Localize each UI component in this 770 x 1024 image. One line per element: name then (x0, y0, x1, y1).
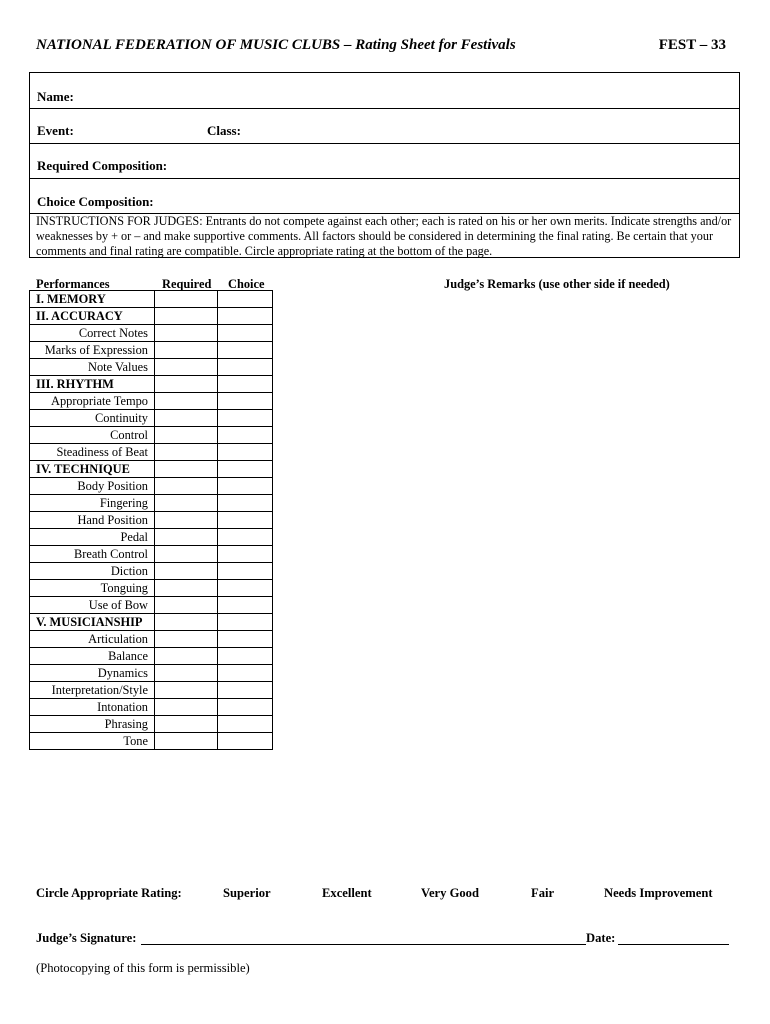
criterion-label: Continuity (30, 410, 155, 427)
required-mark-cell[interactable] (155, 495, 218, 512)
name-row[interactable] (30, 73, 739, 109)
event-row[interactable] (30, 108, 739, 144)
required-mark-cell[interactable] (155, 359, 218, 376)
table-row (30, 444, 273, 461)
rating-label: Circle Appropriate Rating: (36, 886, 182, 900)
required-mark-cell[interactable] (155, 631, 218, 648)
table-row (30, 325, 273, 342)
required-mark-cell[interactable] (155, 512, 218, 529)
signature-label: Judge’s Signature: (36, 931, 137, 945)
choice-mark-cell[interactable] (218, 495, 273, 512)
criterion-label: Balance (30, 648, 155, 665)
choice-mark-cell[interactable] (218, 733, 273, 750)
required-mark-cell[interactable] (155, 291, 218, 308)
required-mark-cell[interactable] (155, 308, 218, 325)
table-row (30, 308, 273, 325)
table-row (30, 359, 273, 376)
required-mark-cell[interactable] (155, 427, 218, 444)
required-mark-cell[interactable] (155, 529, 218, 546)
choice-mark-cell[interactable] (218, 580, 273, 597)
table-row (30, 597, 273, 614)
rating-option-needs-improvement[interactable]: Needs Improvement (604, 886, 713, 900)
table-row (30, 461, 273, 478)
required-mark-cell[interactable] (155, 597, 218, 614)
required-mark-cell[interactable] (155, 376, 218, 393)
criterion-label: Articulation (30, 631, 155, 648)
criterion-label: Breath Control (30, 546, 155, 563)
table-row (30, 410, 273, 427)
table-row (30, 614, 273, 631)
table-row (30, 512, 273, 529)
required-mark-cell[interactable] (155, 444, 218, 461)
criterion-label: Tone (30, 733, 155, 750)
required-mark-cell[interactable] (155, 716, 218, 733)
required-mark-cell[interactable] (155, 699, 218, 716)
choice-mark-cell[interactable] (218, 393, 273, 410)
criterion-label: Note Values (30, 359, 155, 376)
criterion-label: Use of Bow (30, 597, 155, 614)
table-row (30, 546, 273, 563)
choice-mark-cell[interactable] (218, 648, 273, 665)
table-row (30, 427, 273, 444)
choice-mark-cell[interactable] (218, 478, 273, 495)
criterion-label: Marks of Expression (30, 342, 155, 359)
table-row (30, 529, 273, 546)
judge-instructions: INSTRUCTIONS FOR JUDGES: Entrants do not compete against each other; each is rated on his or her own merits. Indicate strengths and/or weaknesses by + or – and make supportive comments. All factors should be considered in determining the final rating. Be certain that your comments and final rating are compatible. Circle appropriate rating at the bottom of the page. (36, 214, 732, 258)
rating-option-fair[interactable]: Fair (531, 886, 555, 900)
table-row (30, 716, 273, 733)
table-row (30, 665, 273, 682)
section-heading: II. ACCURACY (30, 308, 155, 325)
table-row (30, 699, 273, 716)
required-header: Required (162, 277, 212, 291)
photocopy-note: (Photocopying of this form is permissible) (36, 961, 250, 975)
criterion-label: Tonguing (30, 580, 155, 597)
choice-mark-cell[interactable] (218, 563, 273, 580)
required-mark-cell[interactable] (155, 325, 218, 342)
entrant-info-box (29, 72, 740, 258)
table-row (30, 733, 273, 750)
performance-table (29, 290, 273, 750)
choice-mark-cell[interactable] (218, 512, 273, 529)
choice-mark-cell[interactable] (218, 359, 273, 376)
criterion-label: Fingering (30, 495, 155, 512)
rating-option-excellent[interactable]: Excellent (322, 886, 372, 900)
required-mark-cell[interactable] (155, 665, 218, 682)
required-composition-label: Required Composition: (37, 158, 168, 173)
choice-mark-cell[interactable] (218, 291, 273, 308)
choice-mark-cell[interactable] (218, 597, 273, 614)
form-title: NATIONAL FEDERATION OF MUSIC CLUBS – Rating Sheet for Festivals (36, 37, 516, 53)
choice-mark-cell[interactable] (218, 699, 273, 716)
table-row (30, 648, 273, 665)
rating-option-very-good[interactable]: Very Good (421, 886, 479, 900)
class-label: Class: (207, 123, 241, 138)
table-row (30, 376, 273, 393)
choice-composition-label: Choice Composition: (37, 194, 154, 209)
section-heading: V. MUSICIANSHIP (30, 614, 155, 631)
table-row (30, 495, 273, 512)
required-composition-row[interactable] (30, 143, 739, 179)
required-mark-cell[interactable] (155, 648, 218, 665)
remarks-header: Judge’s Remarks (use other side if needed) (444, 277, 670, 291)
rating-option-superior[interactable]: Superior (223, 886, 271, 900)
signature-line[interactable] (141, 944, 586, 945)
choice-header: Choice (228, 277, 265, 291)
choice-mark-cell[interactable] (218, 716, 273, 733)
required-mark-cell[interactable] (155, 563, 218, 580)
required-mark-cell[interactable] (155, 342, 218, 359)
required-mark-cell[interactable] (155, 478, 218, 495)
date-label: Date: (586, 931, 616, 945)
table-row (30, 631, 273, 648)
table-row (30, 563, 273, 580)
criterion-label: Steadiness of Beat (30, 444, 155, 461)
section-heading: I. MEMORY (30, 291, 155, 308)
required-mark-cell[interactable] (155, 580, 218, 597)
required-mark-cell[interactable] (155, 410, 218, 427)
table-row (30, 291, 273, 308)
section-heading: IV. TECHNIQUE (30, 461, 155, 478)
form-code: FEST – 33 (658, 37, 726, 53)
required-mark-cell[interactable] (155, 393, 218, 410)
criterion-label: Diction (30, 563, 155, 580)
table-row (30, 580, 273, 597)
choice-mark-cell[interactable] (218, 444, 273, 461)
criterion-label: Hand Position (30, 512, 155, 529)
choice-mark-cell[interactable] (218, 614, 273, 631)
criterion-label: Interpretation/Style (30, 682, 155, 699)
required-mark-cell[interactable] (155, 733, 218, 750)
required-mark-cell[interactable] (155, 614, 218, 631)
table-row (30, 342, 273, 359)
choice-mark-cell[interactable] (218, 410, 273, 427)
criterion-label: Correct Notes (30, 325, 155, 342)
choice-composition-row[interactable] (30, 178, 739, 214)
required-mark-cell[interactable] (155, 461, 218, 478)
choice-mark-cell[interactable] (218, 342, 273, 359)
choice-mark-cell[interactable] (218, 665, 273, 682)
choice-mark-cell[interactable] (218, 427, 273, 444)
choice-mark-cell[interactable] (218, 325, 273, 342)
criterion-label: Body Position (30, 478, 155, 495)
choice-mark-cell[interactable] (218, 376, 273, 393)
choice-mark-cell[interactable] (218, 461, 273, 478)
choice-mark-cell[interactable] (218, 546, 273, 563)
criterion-label: Phrasing (30, 716, 155, 733)
choice-mark-cell[interactable] (218, 529, 273, 546)
table-row (30, 682, 273, 699)
choice-mark-cell[interactable] (218, 631, 273, 648)
table-row (30, 393, 273, 410)
required-mark-cell[interactable] (155, 546, 218, 563)
choice-mark-cell[interactable] (218, 682, 273, 699)
event-label: Event: (37, 123, 74, 138)
name-label: Name: (37, 89, 74, 104)
section-heading: III. RHYTHM (30, 376, 155, 393)
criterion-label: Pedal (30, 529, 155, 546)
date-line[interactable] (618, 944, 729, 945)
choice-mark-cell[interactable] (218, 308, 273, 325)
required-mark-cell[interactable] (155, 682, 218, 699)
criterion-label: Intonation (30, 699, 155, 716)
criterion-label: Appropriate Tempo (30, 393, 155, 410)
performances-header: Performances (36, 277, 110, 291)
criterion-label: Control (30, 427, 155, 444)
table-row (30, 478, 273, 495)
criterion-label: Dynamics (30, 665, 155, 682)
